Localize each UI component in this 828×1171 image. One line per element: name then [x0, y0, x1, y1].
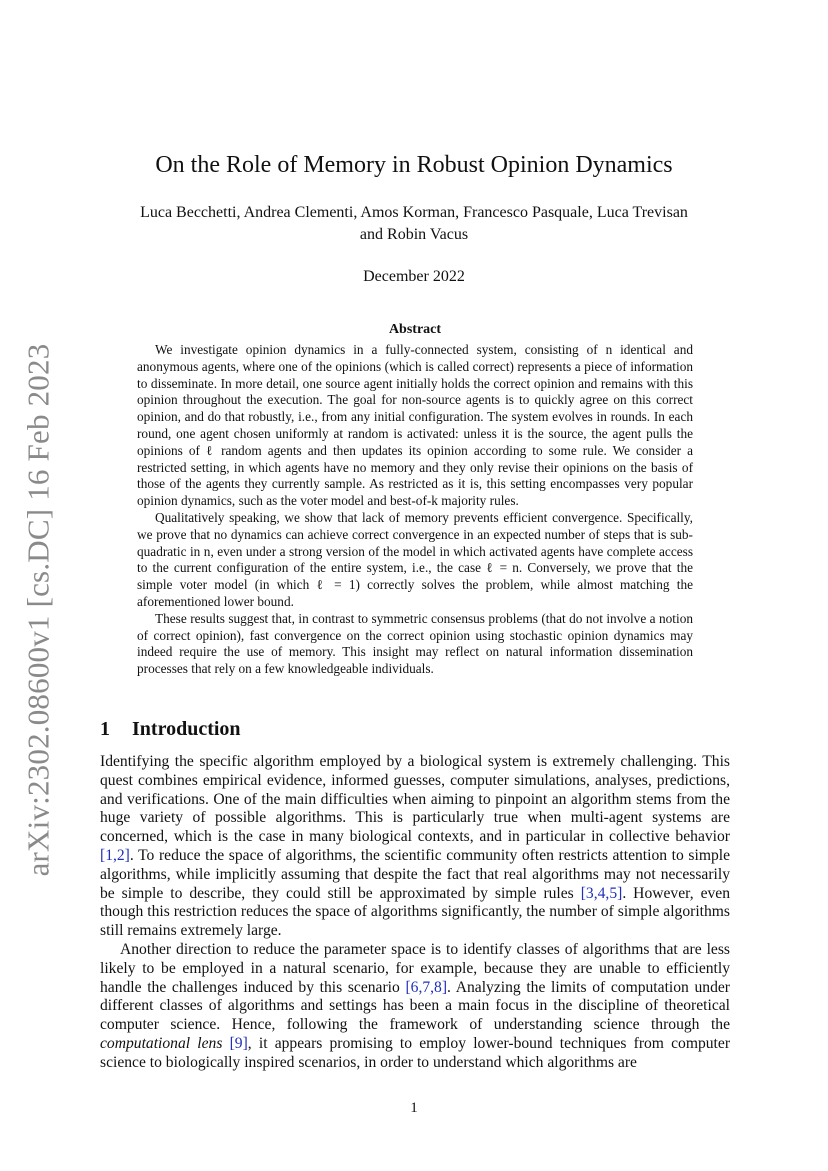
text-run: . However, even though this restriction reduces the space of algorithms significantly, the number of simple algorithms still remains extremely large.: [100, 884, 731, 940]
text-run: [222, 1035, 229, 1052]
text-run: Identifying the specific algorithm employed by a biological system is extremely challenging. This quest combines empirical evidence, informed guesses, computer simulations, analyses, predictions, and verifications. One of the main difficulties when aiming to pinpoint an algorithm stems from the huge variety of possible algorithms. This is particularly true when multi-agent systems are concerned, which is the case in many biological contexts, and in particular in collective behavior: [100, 753, 730, 846]
section-title: Introduction: [132, 718, 241, 740]
abstract-paragraph-3: These results suggest that, in contrast to symmetric consensus problems (that do not involve a notion of correct opinion), fast convergence on the correct opinion using stochastic opinion dynamics may indeed require the use of memory. This insight may reflect on natural information dissemination processes that rely on a few knowledgeable individuals.: [137, 610, 693, 677]
introduction-section: [100, 718, 730, 1073]
emphasis-text: computational lens: [100, 1034, 223, 1052]
body-paragraph-2: [100, 941, 730, 1073]
authors-line-1: Luca Becchetti, Andrea Clementi, Amos Korman, Francesco Pasquale, Luca Trevisan: [140, 204, 688, 221]
citation-link[interactable]: [1,2]: [100, 846, 130, 864]
section-number: 1: [100, 718, 110, 740]
publication-date: December 2022: [363, 268, 465, 285]
author-list: [100, 202, 728, 246]
text-run: . To reduce the space of algorithms, the scientific community often restricts attention to simple algorithms, while implicitly assuming that despite the fact that real algorithms may not necessarily be simple to describe, they could still be approximated by simple rules: [100, 846, 730, 902]
arxiv-identifier-stamp: [12, 343, 64, 877]
abstract-paragraph-1: We investigate opinion dynamics in a fully-connected system, consisting of n identical and anonymous agents, where one of the opinions (which is called correct) represents a piece of information to disseminate. In more detail, one source agent initially holds the correct opinion and remains with this opinion throughout the execution. The goal for non-source agents is to quickly agree on this correct opinion, and do that robustly, i.e., from any initial configuration. The system evolves in rounds. In each round, one agent chosen uniformly at random is activated: unless it is the source, the agent pulls the opinions of ℓ random agents and then updates its opinion according to some rule. We consider a restricted setting, in which agents have no memory and they only revise their opinions on the basis of those of the agents they currently sample. As restricted as it is, this setting encompasses very popular opinion dynamics, such as the voter model and best-of-k majority rules.: [137, 342, 693, 509]
paper-title: On the Role of Memory in Robust Opinion Dynamics: [155, 152, 673, 178]
text-run: , it appears promising to employ lower-bound techniques from computer science to biologically inspired scenarios, in order to understand which algorithms are: [100, 1034, 731, 1071]
page-number: 1: [410, 1100, 418, 1116]
section-heading: [100, 718, 730, 741]
abstract-heading: Abstract: [388, 322, 442, 337]
text-run: Another direction to reduce the parameter space is to identify classes of algorithms that are less likely to be employed in a natural scenario, for example, because they are unable to efficiently handle the challenges induced by this scenario: [100, 940, 730, 996]
citation-link[interactable]: [9]: [229, 1034, 248, 1052]
citation-link[interactable]: [3,4,5]: [580, 884, 623, 902]
body-paragraph-1: [100, 753, 730, 941]
text-run: . Analyzing the limits of computation under different classes of algorithms and settings has been a main focus in the discipline of theoretical computer science. Hence, following the framework of understanding science through the: [100, 978, 730, 1034]
arxiv-id-text: arXiv:2302.08600v1 [cs.DC] 16 Feb 2023: [20, 343, 55, 877]
authors-line-2: and Robin Vacus: [359, 226, 469, 243]
citation-link[interactable]: [6,7,8]: [405, 978, 448, 996]
abstract-paragraph-2: Qualitatively speaking, we show that lack of memory prevents efficient convergence. Specifically, we prove that no dynamics can achieve correct convergence in an expected number of steps that is sub-quadratic in n, even under a strong version of the model in which activated agents have complete access to the current configuration of the entire system, i.e., the case ℓ = n. Conversely, we prove that the simple voter model (in which ℓ = 1) correctly solves the problem, while almost matching the aforementioned lower bound.: [137, 509, 693, 609]
abstract-block: [137, 322, 693, 678]
